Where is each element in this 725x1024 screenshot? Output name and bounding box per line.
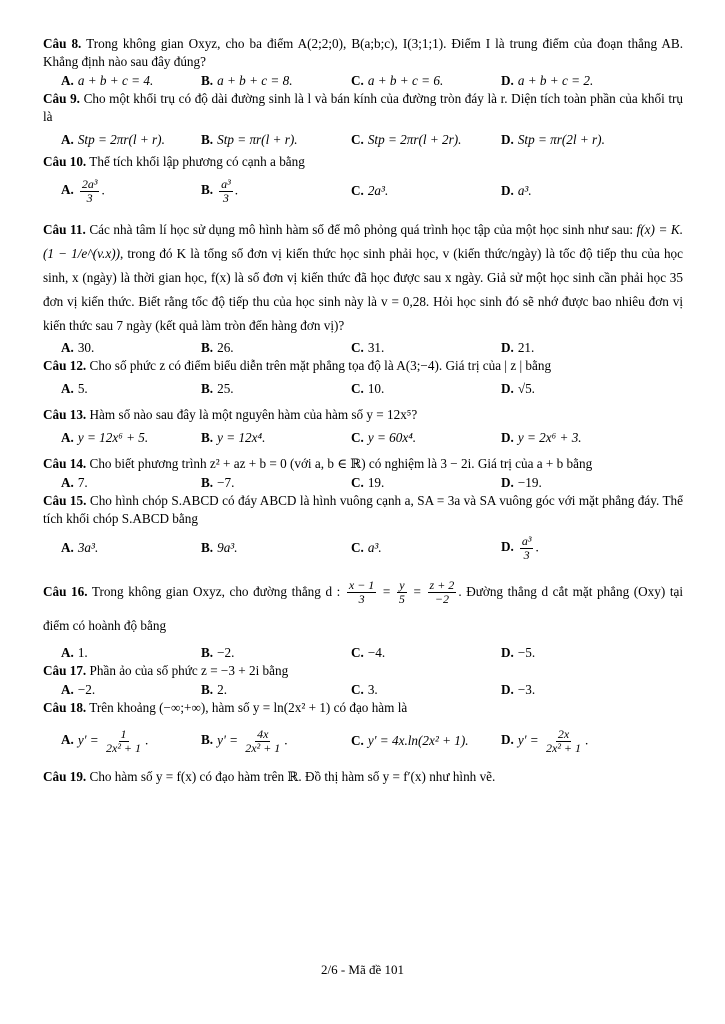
question-text-2: . Đường thẳng d cắt mặt phẳng (Oxy) tại điểm có hoành độ bằng (43, 584, 684, 633)
denominator: 3 (358, 592, 365, 607)
option-tail: . (101, 182, 105, 198)
answer-options (43, 644, 683, 662)
option-label: C. (351, 73, 364, 88)
option-text: 26. (217, 340, 234, 355)
denominator: −2 (434, 592, 449, 607)
option-label: D. (501, 645, 514, 660)
option-tail: . (145, 732, 149, 748)
question-15 (43, 492, 683, 567)
question-number: Câu 16. (43, 584, 88, 599)
option-label: C. (351, 430, 364, 445)
option-d[interactable] (493, 72, 593, 90)
option-text: 25. (217, 381, 234, 396)
numerator: 1 (120, 726, 127, 741)
question-number: Câu 9. (43, 91, 80, 106)
question-13 (43, 406, 683, 447)
question-8 (43, 35, 683, 90)
option-label: B. (201, 540, 214, 555)
option-label: B. (201, 73, 214, 88)
denominator: 3 (86, 190, 93, 205)
option-label: B. (201, 340, 214, 355)
option-label: B. (201, 645, 214, 660)
question-9 (43, 90, 683, 149)
numerator: x − 1 (348, 578, 375, 593)
option-label: D. (501, 73, 514, 88)
numerator: y (399, 578, 405, 593)
fraction (428, 579, 457, 606)
question-stem: Câu 16. Trong không gian Oxyz, cho đường thẳng d : $\frac{x - 1}{3}$ = $\frac{y}{5}$ = $\frac{z + 2}{-2}$ . Đường thẳng d cắt mặt phẳng (Oxy) tại điểm có hoành độ bằng (43, 578, 684, 633)
option-d[interactable] (493, 728, 588, 755)
question-number: Câu 8. (43, 36, 82, 51)
option-label: D. (501, 682, 514, 697)
option-text: 1. (77, 645, 88, 660)
option-tail: . (234, 182, 238, 198)
option-a[interactable] (43, 131, 193, 149)
option-c[interactable] (343, 732, 493, 750)
option-text: 19. (367, 475, 385, 490)
option-a[interactable] (43, 474, 193, 492)
formula: f(x) = K.(1 − 1/e^(v.x)) (43, 222, 684, 261)
option-label: A. (61, 645, 74, 660)
option-label: C. (351, 475, 364, 490)
option-text: −7. (217, 475, 235, 490)
option-label: D. (501, 430, 514, 445)
answer-options (43, 380, 683, 398)
question-text: Phần ảo của số phức z = −3 + 2i bằng (86, 663, 289, 678)
option-text: −19. (517, 475, 542, 490)
question-number: Câu 13. (43, 407, 87, 422)
denominator: 3 (222, 190, 229, 205)
question-stem (43, 153, 683, 171)
option-text: 3. (367, 682, 378, 697)
question-10 (43, 153, 683, 210)
option-text: a + b + c = 4. (77, 73, 154, 88)
answer-options (43, 429, 683, 447)
option-label: C. (351, 132, 364, 147)
option-a[interactable] (43, 539, 193, 557)
denominator: 2x² + 1 (245, 740, 281, 755)
question-number: Câu 18. (43, 700, 87, 715)
question-text: Trên khoảng (−∞;+∞), hàm số y = ln(2x² + 1) có đạo hàm là (86, 700, 408, 715)
option-d[interactable] (493, 380, 535, 398)
fraction (80, 178, 100, 205)
option-b[interactable] (193, 681, 343, 699)
question-number: Câu 17. (43, 663, 87, 678)
option-a[interactable] (43, 728, 193, 755)
numerator: z + 2 (429, 578, 455, 593)
numerator: 4x (257, 726, 269, 741)
option-label: C. (351, 682, 364, 697)
option-label: C. (351, 645, 364, 660)
question-stem (43, 492, 683, 528)
question-19 (43, 768, 683, 786)
option-text: y = 12x⁶ + 5. (77, 430, 149, 445)
fraction (104, 728, 143, 755)
option-label: B. (201, 475, 214, 490)
option-a[interactable] (43, 339, 193, 357)
option-text: 2. (217, 682, 227, 697)
option-d[interactable] (493, 339, 534, 357)
option-label: B. (201, 381, 214, 396)
question-stem (43, 35, 683, 71)
option-b[interactable] (193, 131, 343, 149)
option-label: B. (201, 132, 214, 147)
option-label: A. (61, 475, 74, 490)
option-tail: . (585, 732, 589, 748)
fraction (544, 728, 583, 755)
numerator: a³ (221, 176, 231, 191)
option-label: C. (351, 340, 364, 355)
option-label: A. (61, 430, 74, 445)
option-label: A. (61, 682, 74, 697)
question-16 (43, 575, 683, 662)
option-text: Stp = πr(2l + r). (517, 132, 605, 147)
option-a[interactable] (43, 380, 193, 398)
option-b[interactable] (193, 339, 343, 357)
option-text: 2a³. (367, 183, 389, 198)
denominator: 2x² + 1 (106, 740, 142, 755)
option-c[interactable] (343, 72, 493, 90)
answer-options (43, 339, 683, 357)
option-label: D. (501, 132, 514, 147)
option-a[interactable] (43, 644, 193, 662)
option-text: −2. (77, 682, 96, 697)
exam-page (43, 35, 683, 786)
option-text: y = 12x⁴. (217, 430, 266, 445)
question-text: Trong không gian Oxyz, cho ba điểm A(2;2;0), B(a;b;c), I(3;1;1). Điểm I là trung điểm của đoạn thẳng AB. Khẳng định nào sau đây đúng? (43, 36, 683, 69)
question-number: Câu 15. (43, 493, 87, 508)
option-c[interactable] (343, 681, 493, 699)
option-d[interactable] (493, 681, 535, 699)
option-text: Stp = πr(l + r). (217, 132, 298, 147)
numerator: 2a³ (81, 176, 98, 191)
question-18 (43, 699, 683, 764)
option-label: C. (351, 183, 364, 198)
option-text: 10. (367, 381, 385, 396)
option-label: A. (61, 540, 74, 555)
option-label: A. (61, 381, 74, 396)
question-stem (43, 357, 683, 375)
denominator: 3 (523, 547, 530, 562)
option-b[interactable] (193, 72, 343, 90)
numerator: a³ (521, 533, 532, 548)
option-text: a + b + c = 8. (217, 73, 293, 88)
question-stem (43, 90, 683, 126)
option-label: D. (501, 475, 514, 490)
option-text: 9a³. (217, 540, 238, 555)
option-b[interactable] (193, 728, 343, 755)
question-text: Các nhà tâm lí học sử dụng mô hình hàm số để mô phỏng quá trình học tập của một học sinh như sau: (85, 222, 637, 237)
option-prefix: y' = (517, 732, 542, 748)
option-a[interactable] (43, 681, 193, 699)
answer-options (43, 529, 683, 567)
option-c[interactable] (343, 339, 493, 357)
answer-options (43, 172, 683, 210)
fraction (520, 535, 534, 562)
option-prefix: y' = (217, 732, 242, 748)
question-text: Cho hàm số y = f(x) có đạo hàm trên ℝ. Đồ thị hàm số y = f′(x) như hình vẽ. (86, 769, 496, 784)
option-text: 7. (77, 475, 88, 490)
denominator: 5 (398, 592, 405, 607)
question-number: Câu 19. (43, 769, 87, 784)
option-label: C. (351, 733, 364, 748)
option-text: a + b + c = 6. (367, 73, 444, 88)
option-b[interactable] (193, 644, 343, 662)
option-a[interactable] (43, 72, 193, 90)
answer-options (43, 131, 683, 149)
option-text: y' = 4x.ln(2x² + 1). (367, 733, 469, 748)
question-number: Câu 12. (43, 358, 87, 373)
question-text-2: , trong đó K là tổng số đơn vị kiến thức học sinh phải học, v (kiến thức/ngày) là tốc độ tiếp thu của học sinh, x (ngày) là thời gian học, f(x) là số đơn vị kiến thức đã học được sau x ngày. Giả sử một học sinh cần phải học 35 đơn vị kiến thức. Biết rằng tốc độ tiếp thu của học sinh này là v = 0,28. Hỏi học sinh đó sẽ nhớ được bao nhiêu đơn vị kiến thức sau 7 ngày (kết quả làm tròn đến hàng đơn vị)? (43, 246, 683, 333)
question-stem (43, 455, 683, 473)
option-b[interactable] (193, 178, 343, 205)
answer-options (43, 718, 683, 764)
fraction (347, 579, 376, 606)
option-label: A. (61, 182, 74, 198)
option-text: a³. (367, 540, 382, 555)
question-stem (43, 218, 683, 338)
option-label: B. (201, 682, 214, 697)
option-text: 21. (517, 340, 535, 355)
option-d[interactable] (493, 182, 532, 200)
option-c[interactable] (343, 539, 493, 557)
option-label: A. (61, 73, 74, 88)
option-label: A. (61, 732, 74, 748)
option-text: √5. (517, 381, 535, 396)
option-d[interactable] (493, 131, 605, 149)
option-b[interactable] (193, 474, 343, 492)
question-text: Hàm số nào sau đây là một nguyên hàm của hàm số y = 12x⁵? (86, 407, 418, 422)
option-text: y = 2x⁶ + 3. (517, 430, 582, 445)
fraction (243, 728, 282, 755)
fraction (219, 178, 233, 205)
option-text: −3. (517, 682, 536, 697)
option-text: 31. (367, 340, 385, 355)
question-stem (43, 768, 683, 786)
option-d[interactable] (493, 644, 535, 662)
question-number: Câu 10. (43, 154, 87, 169)
option-b[interactable] (193, 380, 343, 398)
option-text: Stp = 2πr(l + r). (77, 132, 165, 147)
option-label: D. (501, 381, 514, 396)
option-label: A. (61, 340, 74, 355)
question-text: Cho một khối trụ có độ dài đường sinh là l và bán kính của đường tròn đáy là r. Diện tích toàn phần của khối trụ là (43, 91, 684, 124)
option-d[interactable] (493, 429, 582, 447)
numerator: 2x (557, 726, 570, 741)
answer-options (43, 474, 683, 492)
option-label: C. (351, 381, 364, 396)
question-number: Câu 14. (43, 456, 87, 471)
option-d[interactable] (493, 535, 539, 562)
option-text: −4. (367, 645, 386, 660)
option-text: 30. (77, 340, 95, 355)
denominator: 2x² + 1 (546, 740, 582, 755)
option-text: y = 60x⁴. (367, 430, 417, 445)
option-text: a + b + c = 2. (517, 73, 594, 88)
question-14 (43, 455, 683, 492)
option-text: Stp = 2πr(l + 2r). (367, 132, 462, 147)
option-b[interactable] (193, 429, 343, 447)
option-text: −2. (217, 645, 235, 660)
option-prefix: y' = (77, 732, 102, 748)
question-17 (43, 662, 683, 699)
option-text: 5. (77, 381, 88, 396)
option-label: D. (501, 340, 514, 355)
option-label: D. (501, 539, 514, 555)
page-footer: 2/6 - Mã đề 101 (320, 962, 405, 977)
option-c[interactable] (343, 380, 493, 398)
option-tail: . (535, 539, 539, 555)
question-11 (43, 218, 683, 357)
option-d[interactable] (493, 474, 542, 492)
question-number: Câu 11. (43, 222, 86, 237)
question-stem (43, 699, 683, 717)
question-text: Thể tích khối lập phương có cạnh a bằng (86, 154, 305, 169)
option-a[interactable] (43, 178, 193, 205)
option-c[interactable] (343, 644, 493, 662)
answer-options (43, 681, 683, 699)
option-c[interactable] (343, 182, 493, 200)
option-text: −5. (517, 645, 536, 660)
fraction (397, 579, 407, 606)
option-b[interactable] (193, 539, 343, 557)
option-label: B. (201, 732, 214, 748)
question-text: Cho số phức z có điểm biểu diễn trên mặt phẳng tọa độ là A(3;−4). Giá trị của | z | bằng (86, 358, 552, 373)
option-label: B. (201, 182, 214, 198)
question-text: Trong không gian Oxyz, cho đường thẳng d : (87, 584, 345, 599)
question-stem (43, 662, 683, 680)
option-label: B. (201, 430, 214, 445)
option-c[interactable] (343, 429, 493, 447)
question-text: Cho biết phương trình z² + az + b = 0 (với a, b ∈ ℝ) có nghiệm là 3 − 2i. Giá trị của a + b bằng (86, 456, 593, 471)
option-c[interactable] (343, 474, 493, 492)
option-text: a³. (517, 183, 532, 198)
question-text: Cho hình chóp S.ABCD có đáy ABCD là hình vuông cạnh a, SA = 3a và SA vuông góc với mặt phẳng đáy. Thể tích khối chóp S.ABCD bằng (43, 493, 684, 526)
question-12 (43, 357, 683, 398)
option-label: D. (501, 732, 514, 748)
option-label: D. (501, 183, 514, 198)
option-label: A. (61, 132, 74, 147)
option-label: C. (351, 540, 364, 555)
answer-options (43, 72, 683, 90)
option-a[interactable] (43, 429, 193, 447)
option-text: 3a³. (77, 540, 99, 555)
question-stem (43, 406, 683, 424)
option-c[interactable] (343, 131, 493, 149)
option-tail: . (284, 732, 288, 748)
